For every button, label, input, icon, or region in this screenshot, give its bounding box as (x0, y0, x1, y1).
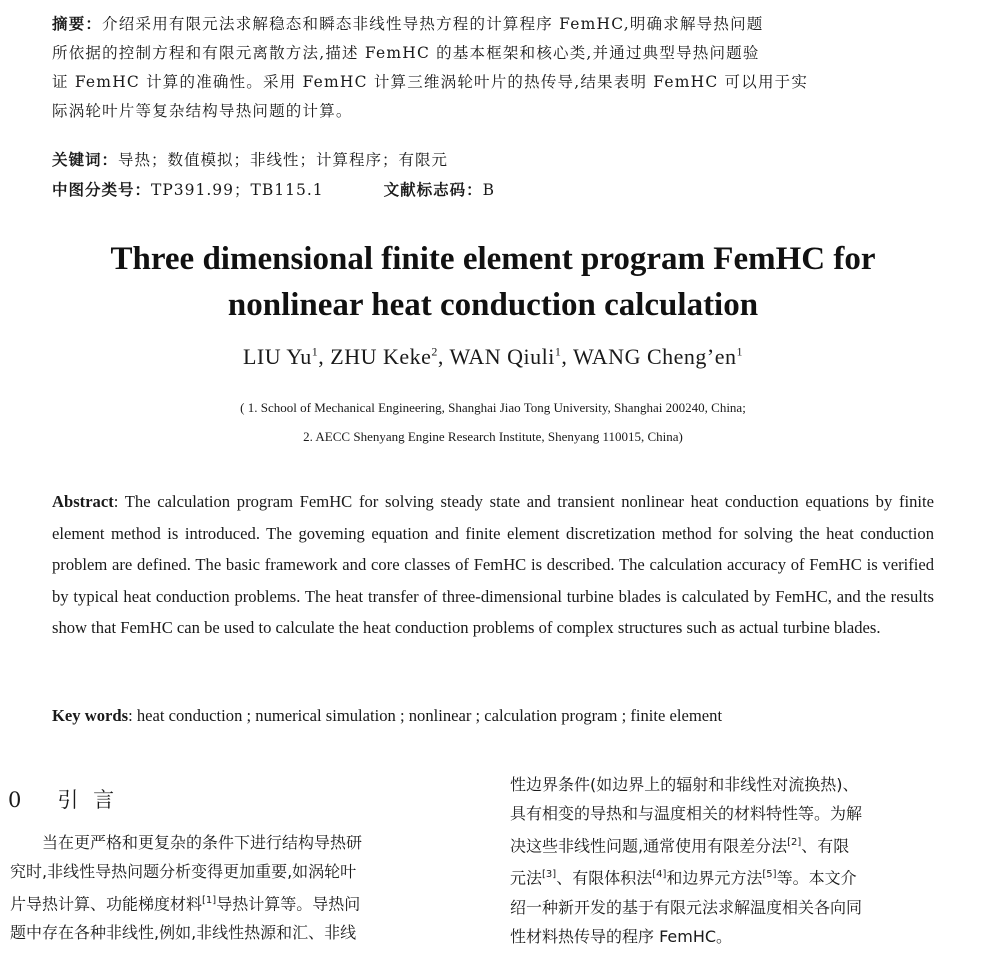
section-number: 0 (8, 788, 26, 812)
classification-line (52, 178, 952, 200)
affiliation-2: 2. AECC Shenyang Engine Research Institute, Shenyang 110015, China) (303, 429, 683, 444)
section-title: 引 言 (57, 788, 119, 812)
body-line: 元法[3]、有限体积法[4]和边界元方法[5]等。本文介 (510, 868, 857, 888)
affiliation-1: ( 1. School of Mechanical Engineering, Shanghai Jiao Tong University, Shanghai 200240, China; (240, 400, 746, 415)
author-affil-mark: 2 (431, 344, 438, 359)
title-line-1: Three dimensional finite element program FemHC for (110, 241, 876, 277)
citation-ref: [4] (652, 869, 667, 881)
citation-ref: [1] (202, 895, 217, 906)
body-line: 性边界条件(如边界上的辐射和非线性对流换热)、 (510, 775, 859, 794)
abstract-line: 介绍采用有限元法求解稳态和瞬态非线性导热方程的计算程序 FemHC,明确求解导热问题 (102, 15, 764, 33)
body-left-column (10, 828, 478, 947)
section-heading (8, 784, 118, 814)
body-line: 绍一种新开发的基于有限元法求解温度相关各向同 (510, 897, 863, 917)
clc-label: 中图分类号： (52, 181, 152, 199)
body-line: 性材料热传导的程序 FemHC。 (510, 926, 733, 946)
keywords-text-cn: 导热；数值模拟；非线性；计算程序；有限元 (118, 151, 449, 169)
body-line: 题中存在各种非线性,例如,非线性热源和汇、非线 (10, 923, 357, 943)
body-line: 当在更严格和更复杂的条件下进行结构导热研 (42, 833, 363, 852)
body-right-column (510, 770, 974, 951)
english-keywords: Key words: heat conduction ; numerical simulation ; nonlinear ; calculation program ; finite element (52, 706, 723, 725)
body-line: 具有相变的导热和与温度相关的材料特性等。为解 (510, 804, 863, 823)
doc-code-label: 文献标志码： (383, 181, 483, 199)
body-line: 决这些非线性问题,通常使用有限差分法[2]、有限 (510, 836, 850, 856)
body-line: 究时,非线性导热问题分析变得更加重要,如涡轮叶 (10, 862, 357, 881)
keywords-label-en: Key words (52, 706, 129, 725)
english-abstract: Abstract: The calculation program FemHC for solving steady state and transient nonlinear heat conduction equations by finite element method is introduced. The goveming equation and finite element discretization method for solving the heat conduction problem are defined. The basic framework and core classes of FemHC is described. The calculation accuracy of FemHC is verified by typical heat conduction problems. The heat transfer of three-dimensional turbine blades is calculated by FemHC, and the results show that FemHC can be used to calculate the heat conduction problems of complex structures such as actual turbine blades. (52, 492, 934, 638)
author-name: WANG Cheng’en (572, 344, 737, 369)
chinese-abstract (52, 10, 952, 126)
abstract-text-en: The calculation program FemHC for solving steady state and transient nonlinear heat conduction equations by finite element method is introduced. The goveming equation and finite element discretization method for solving the heat conduction problem are defined. The basic framework and core classes of FemHC is described. The calculation accuracy of FemHC is verified by typical heat conduction problems. The heat transfer of three-dimensional turbine blades is calculated by FemHC, and the results show that FemHC can be used to calculate the heat conduction problems of complex structures such as actual turbine blades. (52, 492, 934, 638)
citation-ref: [2] (787, 837, 802, 848)
abstract-label-en: Abstract (52, 492, 114, 511)
abstract-label-cn: 摘要： (52, 15, 103, 33)
keywords-text-en: heat conduction ; numerical simulation ; nonlinear ; calculation program ; finite element (136, 706, 723, 725)
clc-value: TP391.99；TB115.1 (151, 181, 324, 199)
keywords-label-cn: 关键词： (52, 151, 119, 169)
body-line: 片导热计算、功能梯度材料[1]导热计算等。导热问 (10, 894, 361, 914)
author-affil-mark: 1 (736, 344, 743, 359)
title-line-2: nonlinear heat conduction calculation (227, 287, 759, 323)
abstract-line: 际涡轮叶片等复杂结构导热问题的计算。 (52, 102, 353, 120)
citation-ref: [5] (762, 869, 777, 881)
chinese-keywords (52, 148, 952, 170)
abstract-line: 所依据的控制方程和有限元离散方法,描述 FemHC 的基本框架和核心类,并通过典型导热问题验 (52, 44, 760, 62)
author-affil-mark: 1 (311, 344, 319, 359)
author-name: LIU Yu (242, 344, 312, 369)
abstract-line: 证 FemHC 计算的准确性。采用 FemHC 计算三维涡轮叶片的热传导,结果表明 FemHC 可以用于实 (52, 73, 809, 91)
author-list: LIU Yu$^1$, ZHU Keke$^2$, WAN Qiuli$^1$, WANG $Cheng’en^1$ (242, 344, 743, 369)
doc-code-value: B (482, 181, 496, 199)
author-name: ZHU Keke (330, 344, 432, 369)
author-name: WAN Qiuli (449, 344, 555, 369)
citation-ref: [3] (542, 869, 557, 881)
author-affil-mark: 1 (554, 344, 562, 359)
paper-title (0, 236, 986, 328)
